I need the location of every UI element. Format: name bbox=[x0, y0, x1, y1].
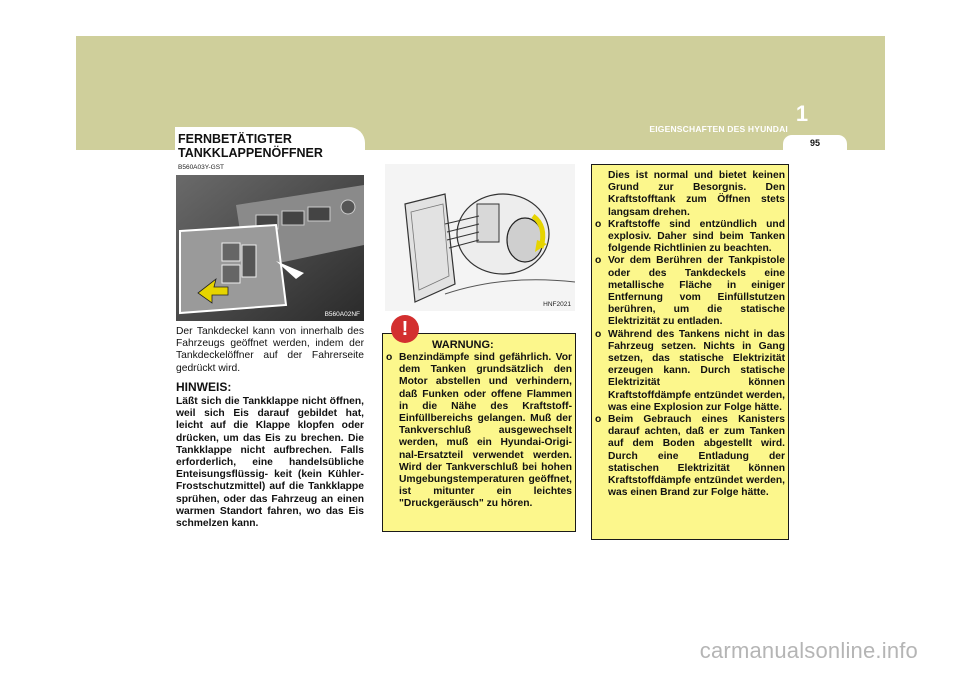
section-title-line1: FERNBETÄTIGTER bbox=[178, 132, 292, 146]
list-item bbox=[386, 352, 572, 511]
watermark: carmanualsonline.info bbox=[699, 638, 918, 663]
fuel-door-drawing bbox=[385, 164, 575, 311]
bullet: o bbox=[386, 352, 393, 363]
list-item bbox=[595, 414, 785, 499]
fuel-door-illustration bbox=[385, 164, 575, 311]
bullet: o bbox=[595, 414, 602, 426]
section-title bbox=[178, 132, 363, 160]
warning-item-text: Kraftstoffe sind entzündlich und explosiv. Daher sind beim Tanken folgende Richtlinien zu beachten. bbox=[608, 218, 785, 255]
door-switch-illustration bbox=[176, 175, 364, 321]
warning-continued-list bbox=[595, 170, 785, 499]
section-code: B560A03Y-GST bbox=[178, 164, 225, 171]
warning-list bbox=[386, 352, 572, 511]
door-switch-photo bbox=[176, 175, 364, 321]
chapter-number: 1 bbox=[795, 101, 809, 126]
bullet: o bbox=[595, 255, 602, 267]
list-item bbox=[595, 255, 785, 328]
bullet: o bbox=[595, 218, 602, 230]
warning-icon: ! bbox=[391, 315, 419, 343]
bullet: o bbox=[595, 328, 602, 340]
list-item bbox=[595, 219, 785, 256]
body-paragraph: Der Tankdeckel kann von innerhalb des Fahrzeugs geöffnet werden, indem der Tankdeckelöffner auf der Fahrerseite gedrückt wird. bbox=[176, 326, 364, 374]
warning-title: WARNUNG: bbox=[432, 339, 494, 351]
section-title-line2: TANKKLAPPENÖFFNER bbox=[178, 146, 323, 160]
list-item bbox=[595, 329, 785, 414]
chapter-title: EIGENSCHAFTEN DES HYUNDAI bbox=[649, 124, 788, 134]
warning-item-text: Benzindämpfe sind gefährlich. Vor dem Tanken grundsätzlich den Motor abstellen und verhindern, daß Funken oder offene Flammen in die Nähe des Kraftstoff-Einfüllbereichs gelangen. Muß der Tankverschluß ausgewechselt werden, muß ein Hyundai-Origi- nal-Ersatzteil verwendet werden. Wird der Tankverschluß bei hohen Umgebungstemperaturen geöffnet, ist mitunter ein leichtes "Druckgeräusch" zu hören. bbox=[399, 352, 572, 510]
warning-item-text: Während des Tankens nicht in das Fahrzeug setzen. Nichts in Gang setzen, das statische Elektrizität erzeugen kann. Durch statische Elektrizität können Kraftstoffdämpfe entzündet werden, was eine Explosion zur Folge hätte. bbox=[608, 328, 785, 413]
warning-item-text: Beim Gebrauch eines Kanisters darauf achten, daß er zum Tanken auf dem Boden abgestellt wird. Durch eine Entladung der statischen Elektrizität können Kraftstoffdämpfe entzündet werden, was einen Brand zur Folge hätte. bbox=[608, 414, 785, 499]
note-text: Läßt sich die Tankklappe nicht öffnen, weil sich Eis darauf gebildet hat, leicht auf die Klappe klopfen oder drücken, um das Eis zu brechen. Die Tankklappe nicht aufbrechen. Falls erforderlich, eine handelsübliche Enteisungsflüssig- keit (kein Kühler-Frostschutzmittel) auf die Tankklappe sprühen, oder das Fahrzeug an einen warmen Standort fahren, wo das Eis schmelzen kann. bbox=[176, 396, 364, 530]
note-heading: HINWEIS: bbox=[176, 380, 232, 394]
page-number: 95 bbox=[809, 138, 820, 148]
warning-item-text: Vor dem Berühren der Tankpistole oder des Tankdeckels eine metallische Fläche in einiger Entfernung vom Einfüllstutzen berühren, um die statische Elektrizität zu entladen. bbox=[608, 255, 785, 328]
list-item bbox=[595, 170, 785, 219]
figure-code: B560A02NF bbox=[324, 311, 360, 318]
figure-code: HNF2021 bbox=[543, 301, 571, 308]
continuation-text: Dies ist normal und bietet keinen Grund zur Besorgnis. Den Kraftstofftank zum Öffnen stets langsam drehen. bbox=[608, 170, 785, 218]
